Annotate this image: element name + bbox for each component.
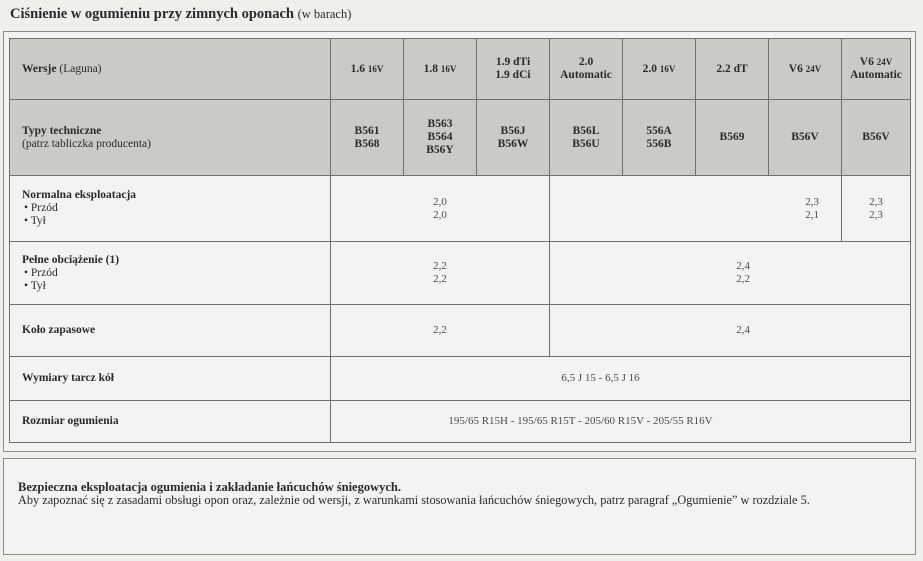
type-col-7: B56V [769,100,842,176]
spare-wheel-label: Koło zapasowe [10,305,331,357]
tyre-size-label: Rozmiar ogumienia [10,401,331,443]
version-col-8: V6 24V Automatic [842,39,911,100]
spare-wheel-row [10,305,911,357]
note-title: Bezpieczna eksploatacja ogumienia i zakładanie łańcuchów śniegowych. [18,480,401,494]
versions-label: Wersje (Laguna) [10,39,331,100]
type-col-8: B56V [842,100,911,176]
spare-wheel-value-group1: 2,2 [331,305,550,357]
versions-row [10,39,911,100]
type-col-2: B563 B564 B56Y [404,100,477,176]
types-row [10,100,911,176]
version-col-6: 2.2 dT [696,39,769,100]
normal-use-value-group3: 2,3 2,3 [842,176,911,242]
note-text: Aby zapoznać się z zasadami obsługi opon oraz, zależnie od wersji, z warunkami stosowania łańcuchów śniegowych, patrz paragraf „Ogumienie” w rozdziale 5. [18,493,810,507]
rim-size-row [10,357,911,401]
rim-size-value: 6,5 J 15 - 6,5 J 16 [331,357,911,401]
version-col-1: 1.6 16V [331,39,404,100]
full-load-value-group1: 2,2 2,2 [331,242,550,305]
page-title-text: Ciśnienie w ogumieniu przy zimnych oponach [10,6,294,22]
full-load-value-group2: 2,4 2,2 [550,242,911,305]
tyre-pressure-table [9,38,911,443]
type-col-3: B56J B56W [477,100,550,176]
type-col-5: 556A 556B [623,100,696,176]
types-label: Typy techniczne (patrz tabliczka producenta) [10,100,331,176]
spare-wheel-value-group2: 2,4 [550,305,911,357]
snow-chains-note [3,458,916,555]
page-title-unit: (w barach) [297,7,352,21]
full-load-row [10,242,911,305]
version-col-7: V6 24V [769,39,842,100]
normal-use-label: Normalna eksploatacja • Przód • Tył [10,176,331,242]
type-col-4: B56L B56U [550,100,623,176]
tyre-size-row [10,401,911,443]
full-load-label: Pełne obciążenie (1) • Przód • Tył [10,242,331,305]
normal-use-row [10,176,911,242]
type-col-6: B569 [696,100,769,176]
type-col-1: B561 B568 [331,100,404,176]
version-col-4: 2.0 Automatic [550,39,623,100]
version-col-2: 1.8 16V [404,39,477,100]
normal-use-value-group2: 2,3 2,1 [550,176,842,242]
tyre-size-value: 195/65 R15H - 195/65 R15T - 205/60 R15V - 205/55 R16V [331,401,911,443]
normal-use-value-group1: 2,0 2,0 [331,176,550,242]
version-col-5: 2.0 16V [623,39,696,100]
version-col-3: 1.9 dTi 1.9 dCi [477,39,550,100]
rim-size-label: Wymiary tarcz kół [10,357,331,401]
page-title [10,6,351,23]
